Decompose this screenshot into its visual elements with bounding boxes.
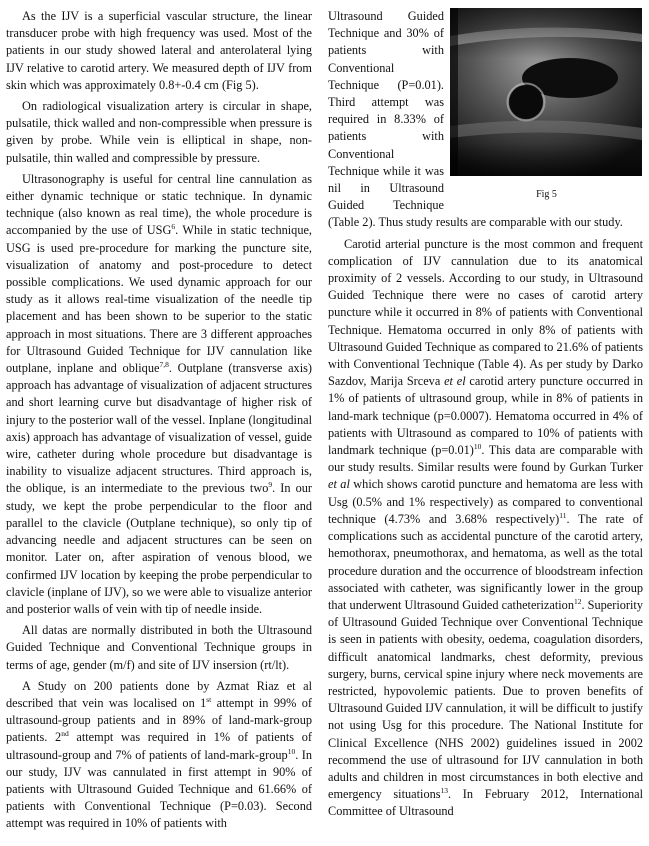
paragraph-distribution: All datas are normally distributed in both the Ultrasound Guided Technique and Conventional Technique groups in terms of age, gender (m/f) and site of IJV insersion (rt/lt). <box>6 623 312 672</box>
right-column <box>328 8 643 821</box>
left-column <box>6 8 312 833</box>
paragraph-azmat-study: A Study on 200 patients done by Azmat Riaz et al described that vein was localised on 1st attempt in 99% of ultrasound-group patients and in 89% of land-mark-group patients. 2nd attempt was required in 1% of patients of ultrasound-group and 7% of patients of land-mark-group$^{10}$. In our study, IJV was cannulated in first attempt in 90% of patients with Ultrasound Guided Technique and 61.66% of patients with Conventional Technique (P=0.03). Second attempt was required in 10% of patients with <box>6 678 312 831</box>
ultrasound-image <box>450 8 642 176</box>
paragraph-probe: As the IJV is a superficial vascular structure, the linear transducer probe with high frequency was used. Most of the patients in our study showed lateral and anterolateral lying IJV relative to carotid artery. We measured depth of IJV from skin which was approximately 0.8+-0.4 cm (Fig 5). <box>6 9 312 92</box>
paragraph-ultrasonography: Ultrasonography is useful for central line cannulation as either dynamic technique or static technique. In dynamic technique (also known as real time), the whole procedure is accompanied by the use of USG$^6$. While in static technique, USG is used pre-procedure for marking the puncture site, visualization of anatomy and post-procedure to detect possible complications. We used dynamic approach for our study as it allows real-time visualization of the needle tip placement and has been shown to be superior to the static approach in most situations. There are 3 different approaches for Ultrasound Guided Technique for IJV cannulation like outplane, inplane and oblique$^{7,8}$. Outplane (transverse axis) approach has advantage of visualization of adjacent structures and short learning curve but disadvantage of higher risk of injury to the posterior wall of the vessel. Inplane (longitudinal axis) approach has advantage of visualization of vessel, guide wire, catheter during whole procedure but disadvantage is inability to visualize adjacent structures. Third approach is, the oblique, is an intermediate to the previous two$^9$. In our study, we kept the probe perpendicular to the floor and parallel to the clavicle (Outplane technique), so only tip of advancing needle and adjacent structures can be seen on monitor. Later on, after aspiration of venous blood, we confirmed IJV location by keeping the probe perpendicular to clavicle (inplane of IJV), so we were able to visualize anterior and posterior walls of vein with tip of needle inside. <box>6 171 312 616</box>
paragraph-complications: Carotid arterial puncture is the most common and frequent complication of IJV cannulation due to its anatomical proximity of 2 vessels. According to our study, in Ultrasound Guided Technique there were no cases of carotid artery puncture while it occurred in 8% of patients with Conventional Technique. Hematoma occurred in only 8% of patients with Ultrasound Guided Technique as compared to 21.6% of patients with Conventional Technique (Table 4). As per study by Darko Sazdov, Marija Srceva et el carotid artery puncture occurred in 1% of patients of ultrasound group, while in 8% of patients in land-mark technique (p=0.0007). Hematoma occurred in 4% of patients with Ultrasound as compared to 10% of patients with landmark technique (p=0.01)$^{10}$. This data are comparable with our study results. Similar results were found by Gurkan Turker et al which shows carotid puncture and hematoma are less with Usg (0.5% and 1% respectively) as compared to conventional technique (4.73% and 3.68% respectively)$^{11}$. The rate of complications such as accidental puncture of the carotid artery, hemothorax, pneumothorax, and hematoma, as well as the total procedure duration and the occurrence of bloodstream infection associated with catheter, was significantly lower in the group that underwent Ultrasound Guided catheterization$^{12}$. Superiority of Ultrasound Guided Technique over Conventional Technique is seen in patients with obesity, oedema, coagulation disorders, difficult anatomical landmarks, chest deformity, previous surgery, burns, cervical spine injury where neck movements are restricted, hypovolemic patients. Due to proven benefits of Ultrasound Guided IJV cannulation, it will be difficult to justify not using Usg for this procedure. The National Institute for Clinical Excellence (NHS 2002) guidelines issued in 2002 recommend the use of ultrasound for IJV cannulation in both adults and children in most circumstances in both elective and emergency situations$^{13}$. In February 2012, International Committee of Ultrasound <box>328 236 644 819</box>
figure-5 <box>450 8 643 202</box>
paragraph-second-attempt: Ultrasound Guided Technique and 30% of patients with Conventional Technique (P=0.01). Third attempt was required in 8.33% of patients with Conventional Technique while it was nil in Ultrasound Guided Technique (Table 2). Thus study results are comparable with our study. <box>328 9 623 230</box>
paragraph-visualization: On radiological visualization artery is circular in shape, pulsatile, thick walled and non-compressible when pressure is given by probe. While vein is elliptical in shape, non-pulsatile, thin walled and compressible by pressure. <box>6 99 312 165</box>
figure-caption: Fig 5 <box>536 189 557 200</box>
